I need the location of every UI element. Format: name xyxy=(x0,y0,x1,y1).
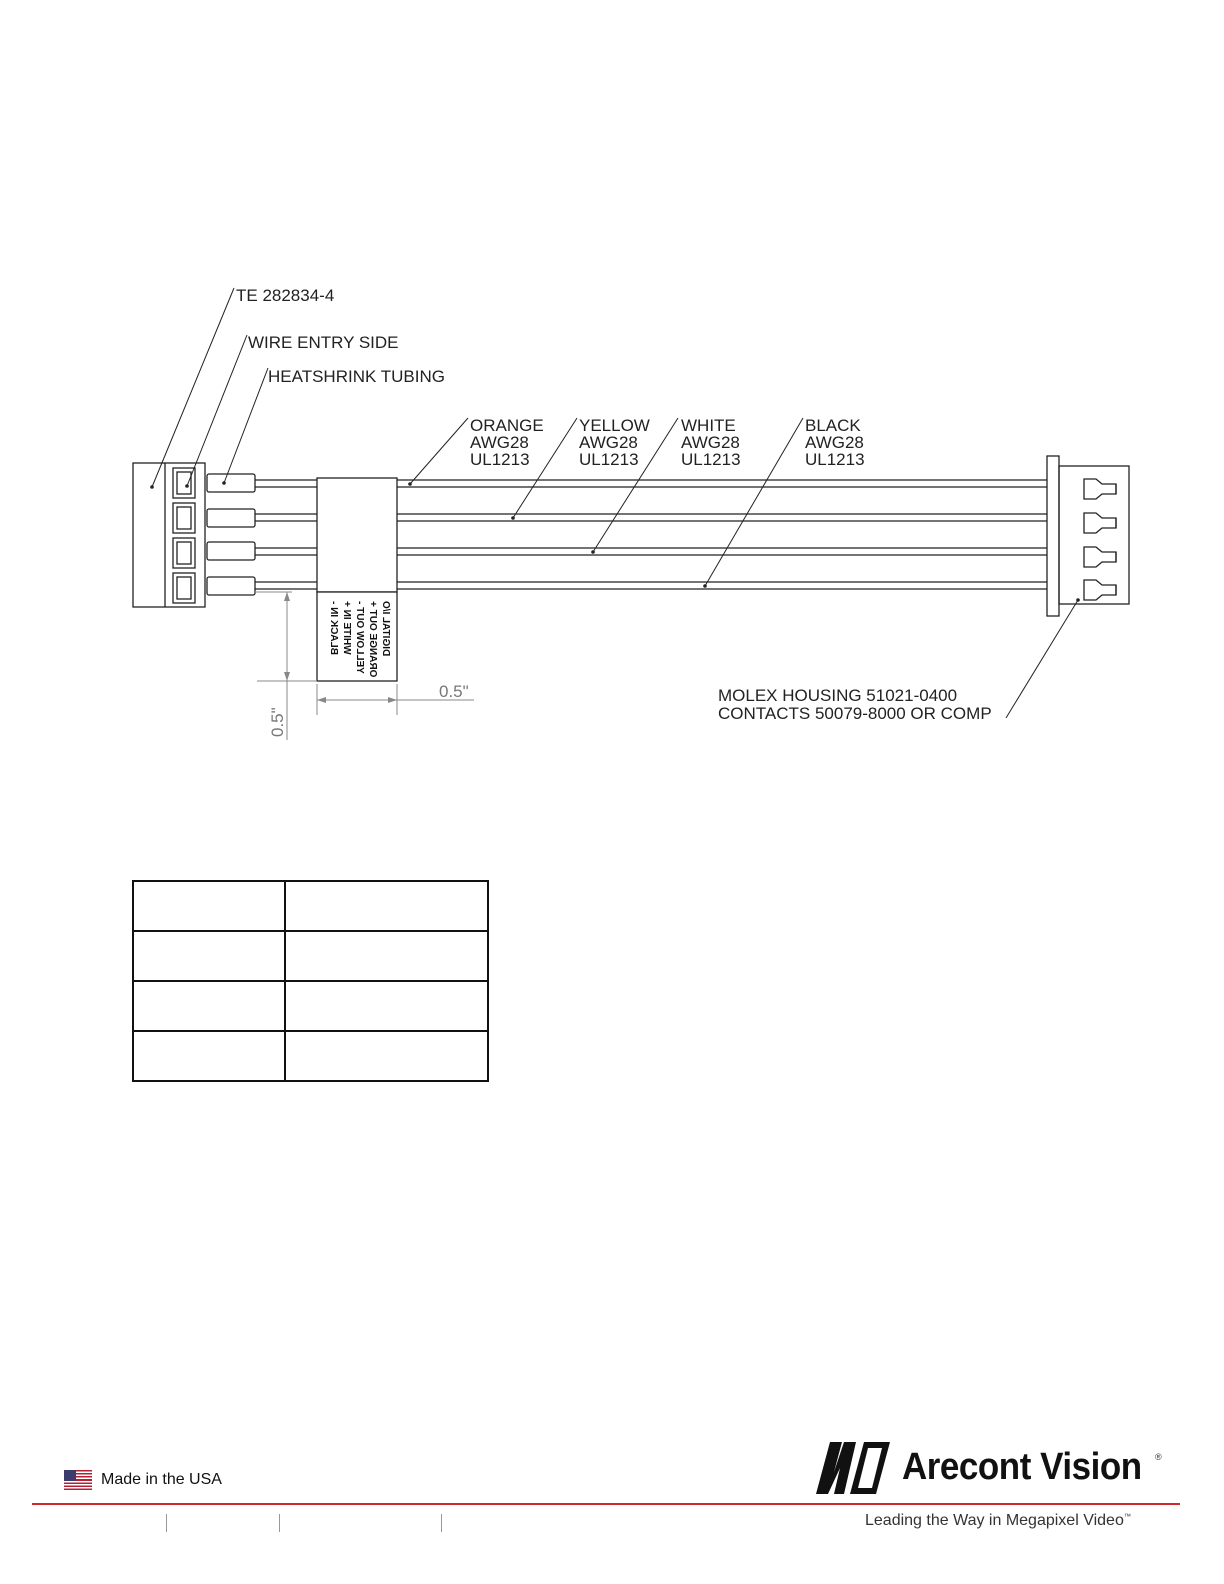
wire-callout-yellow xyxy=(579,416,650,469)
table-cell xyxy=(133,981,285,1031)
te-part-label: TE 282834-4 xyxy=(236,286,335,305)
tagline xyxy=(865,1512,1131,1530)
table-cell xyxy=(133,931,285,981)
io-table xyxy=(132,880,489,1082)
table-row xyxy=(133,1031,488,1081)
svg-text:ORANGE: ORANGE xyxy=(470,416,544,435)
heatshrink-tubes xyxy=(207,474,255,595)
table-cell xyxy=(285,931,488,981)
us-flag-icon xyxy=(64,1470,92,1490)
label-sleeve xyxy=(317,478,397,592)
width-dimension: 0.5" xyxy=(439,682,469,701)
table-cell xyxy=(133,881,285,931)
table-cell xyxy=(285,981,488,1031)
svg-text:WHITE IN +: WHITE IN + xyxy=(341,601,352,655)
table-cell xyxy=(285,1031,488,1081)
svg-text:DIGITAL I/O: DIGITAL I/O xyxy=(380,601,391,657)
table-row xyxy=(133,981,488,1031)
wire-entry-label: WIRE ENTRY SIDE xyxy=(248,333,399,352)
svg-text:BLACK IN -: BLACK IN - xyxy=(328,601,339,655)
table-cell xyxy=(133,1031,285,1081)
table-row xyxy=(133,931,488,981)
cable-assembly-drawing xyxy=(0,0,1224,780)
svg-text:AWG28: AWG28 xyxy=(681,433,740,452)
height-dimension: 0.5" xyxy=(268,707,287,737)
brand-name: Arecont Vision xyxy=(902,1445,1142,1488)
molex-contacts-label: CONTACTS 50079-8000 OR COMP xyxy=(718,704,992,723)
leader-lines xyxy=(152,288,1078,718)
svg-text:UL1213: UL1213 xyxy=(681,450,741,469)
tagline-text: Leading the Way in Megapixel Video xyxy=(865,1512,1124,1529)
svg-text:AWG28: AWG28 xyxy=(805,433,864,452)
wire-callout-black xyxy=(805,416,865,469)
table-cell xyxy=(285,881,488,931)
terminal-block xyxy=(133,463,205,607)
footer-separator xyxy=(441,1514,442,1532)
terminal-ports xyxy=(173,468,195,603)
svg-text:ORANGE OUT +: ORANGE OUT + xyxy=(367,601,378,678)
svg-text:YELLOW OUT -: YELLOW OUT - xyxy=(354,601,365,674)
made-in-usa xyxy=(64,1470,222,1490)
molex-body xyxy=(1059,466,1129,604)
table-row xyxy=(133,881,488,931)
svg-text:WHITE: WHITE xyxy=(681,416,736,435)
molex-flange xyxy=(1047,456,1059,616)
svg-text:UL1213: UL1213 xyxy=(579,450,639,469)
svg-text:UL1213: UL1213 xyxy=(470,450,530,469)
wire-callout-white xyxy=(681,416,741,469)
made-in-usa-text: Made in the USA xyxy=(101,1471,222,1488)
arecont-logo-icon xyxy=(814,1438,892,1496)
wire-callout-orange xyxy=(470,416,544,469)
trademark-mark: ™ xyxy=(1123,1513,1131,1521)
molex-housing-label: MOLEX HOUSING 51021-0400 xyxy=(718,686,958,705)
svg-text:AWG28: AWG28 xyxy=(470,433,529,452)
footer-separator xyxy=(279,1514,280,1532)
footer-rule xyxy=(32,1503,1180,1505)
brand-logo xyxy=(814,1438,1162,1496)
footer-separator xyxy=(166,1514,167,1532)
svg-text:UL1213: UL1213 xyxy=(805,450,865,469)
svg-text:AWG28: AWG28 xyxy=(579,433,638,452)
svg-text:BLACK: BLACK xyxy=(805,416,861,435)
molex-contacts xyxy=(1084,479,1116,600)
svg-text:YELLOW: YELLOW xyxy=(579,416,650,435)
heatshrink-label: HEATSHRINK TUBING xyxy=(268,367,445,386)
registered-mark: ® xyxy=(1155,1452,1162,1462)
